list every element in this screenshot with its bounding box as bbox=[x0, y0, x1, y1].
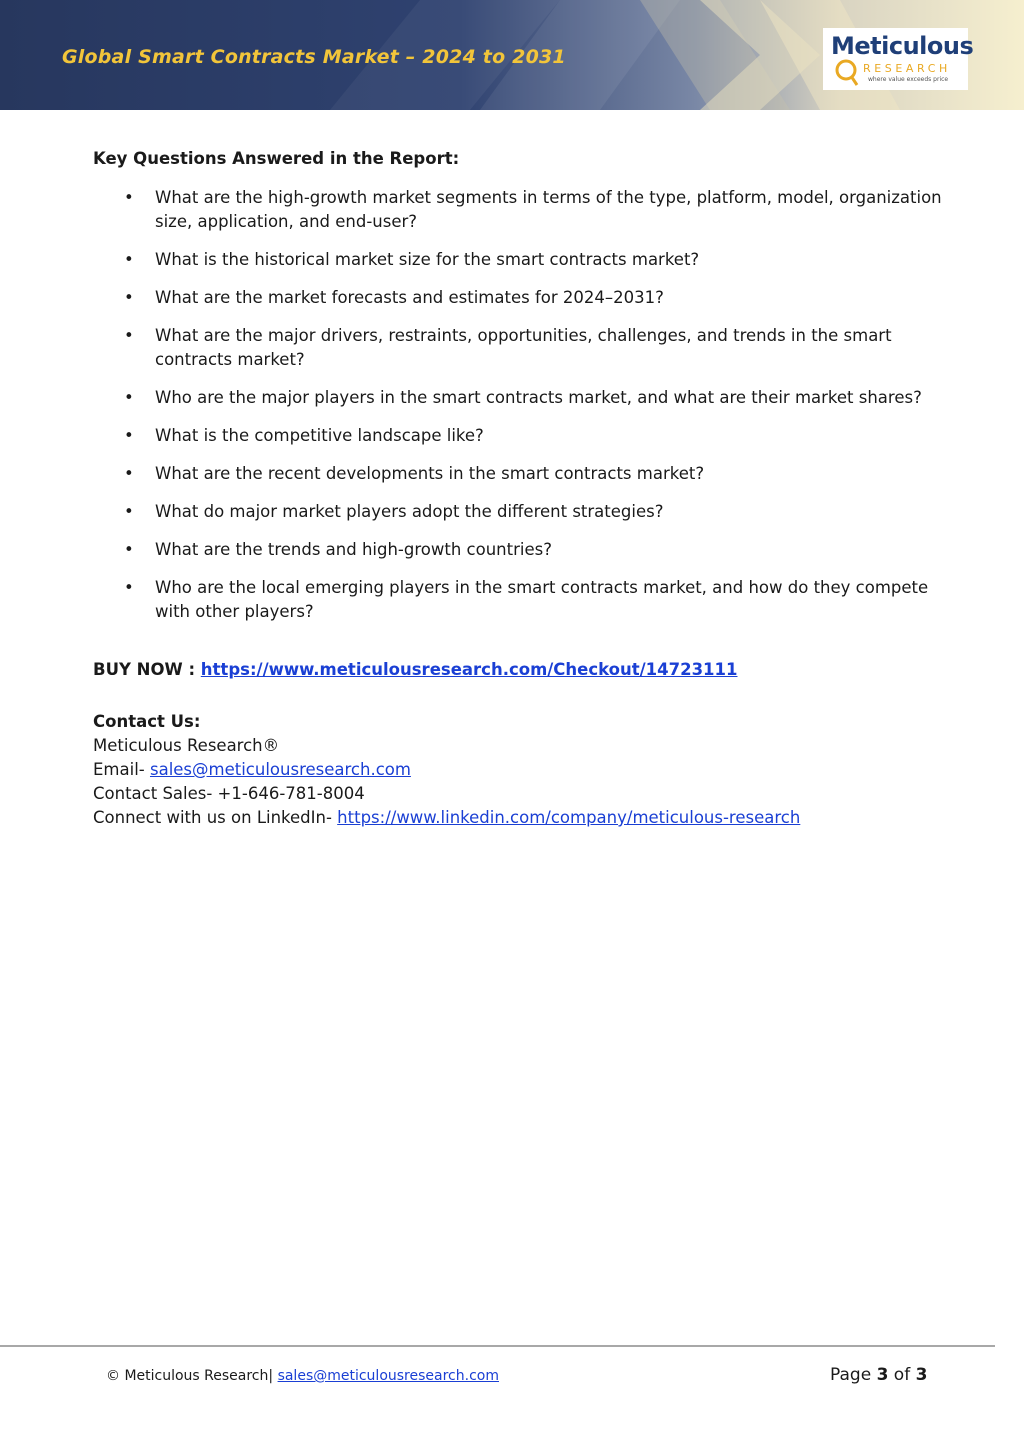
contact-block bbox=[93, 710, 800, 830]
sales-phone: Contact Sales- +1-646-781-8004 bbox=[93, 784, 365, 803]
buy-now-label: BUY NOW : bbox=[93, 660, 201, 679]
footer-copyright: © Meticulous Research| sales@meticulousresearch.com bbox=[106, 1368, 499, 1384]
list-item: • What are the high-growth market segments in terms of the type, platform, model, organization size, application, and end-user? bbox=[124, 188, 942, 231]
list-item: • What are the trends and high-growth countries? bbox=[93, 538, 943, 562]
report-title: Global Smart Contracts Market – 2024 to 2031 bbox=[62, 46, 566, 68]
bullet-icon: • bbox=[124, 502, 134, 521]
logo-r-icon bbox=[831, 58, 861, 88]
list-item: • What are the market forecasts and estimates for 2024–2031? bbox=[93, 286, 943, 310]
bullet-icon: • bbox=[124, 540, 134, 559]
footer-divider bbox=[0, 1345, 995, 1347]
bullet-icon: • bbox=[124, 288, 134, 307]
contact-title: Contact Us: bbox=[93, 712, 201, 731]
meticulous-research-logo bbox=[823, 28, 974, 90]
company-name: Meticulous Research® bbox=[93, 736, 280, 755]
buy-now-line bbox=[93, 660, 738, 679]
logo-wordmark: Meticulous bbox=[831, 32, 974, 60]
bullet-icon: • bbox=[124, 188, 134, 207]
list-item: • Who are the major players in the smart contracts market, and what are their market shares? bbox=[93, 386, 943, 410]
list-item: • What are the major drivers, restraints, opportunities, challenges, and trends in the smart contracts market? bbox=[124, 326, 892, 369]
bullet-icon: • bbox=[124, 578, 134, 597]
linkedin-link[interactable]: https://www.linkedin.com/company/meticulous-research bbox=[337, 808, 801, 827]
page-header-banner bbox=[0, 0, 1024, 110]
checkout-link[interactable]: https://www.meticulousresearch.com/Checkout/14723111 bbox=[200, 660, 738, 679]
list-item: • What is the historical market size for the smart contracts market? bbox=[93, 248, 943, 272]
footer-email-link[interactable]: sales@meticulousresearch.com bbox=[277, 1368, 499, 1384]
logo-subtitle: RESEARCH bbox=[863, 62, 951, 75]
bullet-icon: • bbox=[124, 426, 134, 445]
linkedin-line: Connect with us on LinkedIn- https://www.linkedin.com/company/meticulous-research bbox=[93, 808, 801, 827]
list-item: • What are the recent developments in the smart contracts market? bbox=[93, 462, 943, 486]
bullet-icon: • bbox=[124, 464, 134, 483]
page-number: Page 3 of 3 bbox=[830, 1365, 928, 1385]
section-heading: Key Questions Answered in the Report: bbox=[93, 149, 460, 168]
list-item: • What is the competitive landscape like? bbox=[93, 424, 943, 448]
email-link[interactable]: sales@meticulousresearch.com bbox=[149, 760, 411, 779]
bullet-icon: • bbox=[124, 388, 134, 407]
bullet-icon: • bbox=[124, 250, 134, 269]
email-line: Email- sales@meticulousresearch.com bbox=[93, 760, 411, 779]
bullet-icon: • bbox=[124, 326, 134, 345]
questions-list bbox=[93, 186, 943, 638]
list-item: • Who are the local emerging players in the smart contracts market, and how do they compete with other players? bbox=[124, 578, 929, 621]
logo-tagline: where value exceeds price bbox=[868, 76, 949, 83]
list-item: • What do major market players adopt the different strategies? bbox=[93, 500, 943, 524]
